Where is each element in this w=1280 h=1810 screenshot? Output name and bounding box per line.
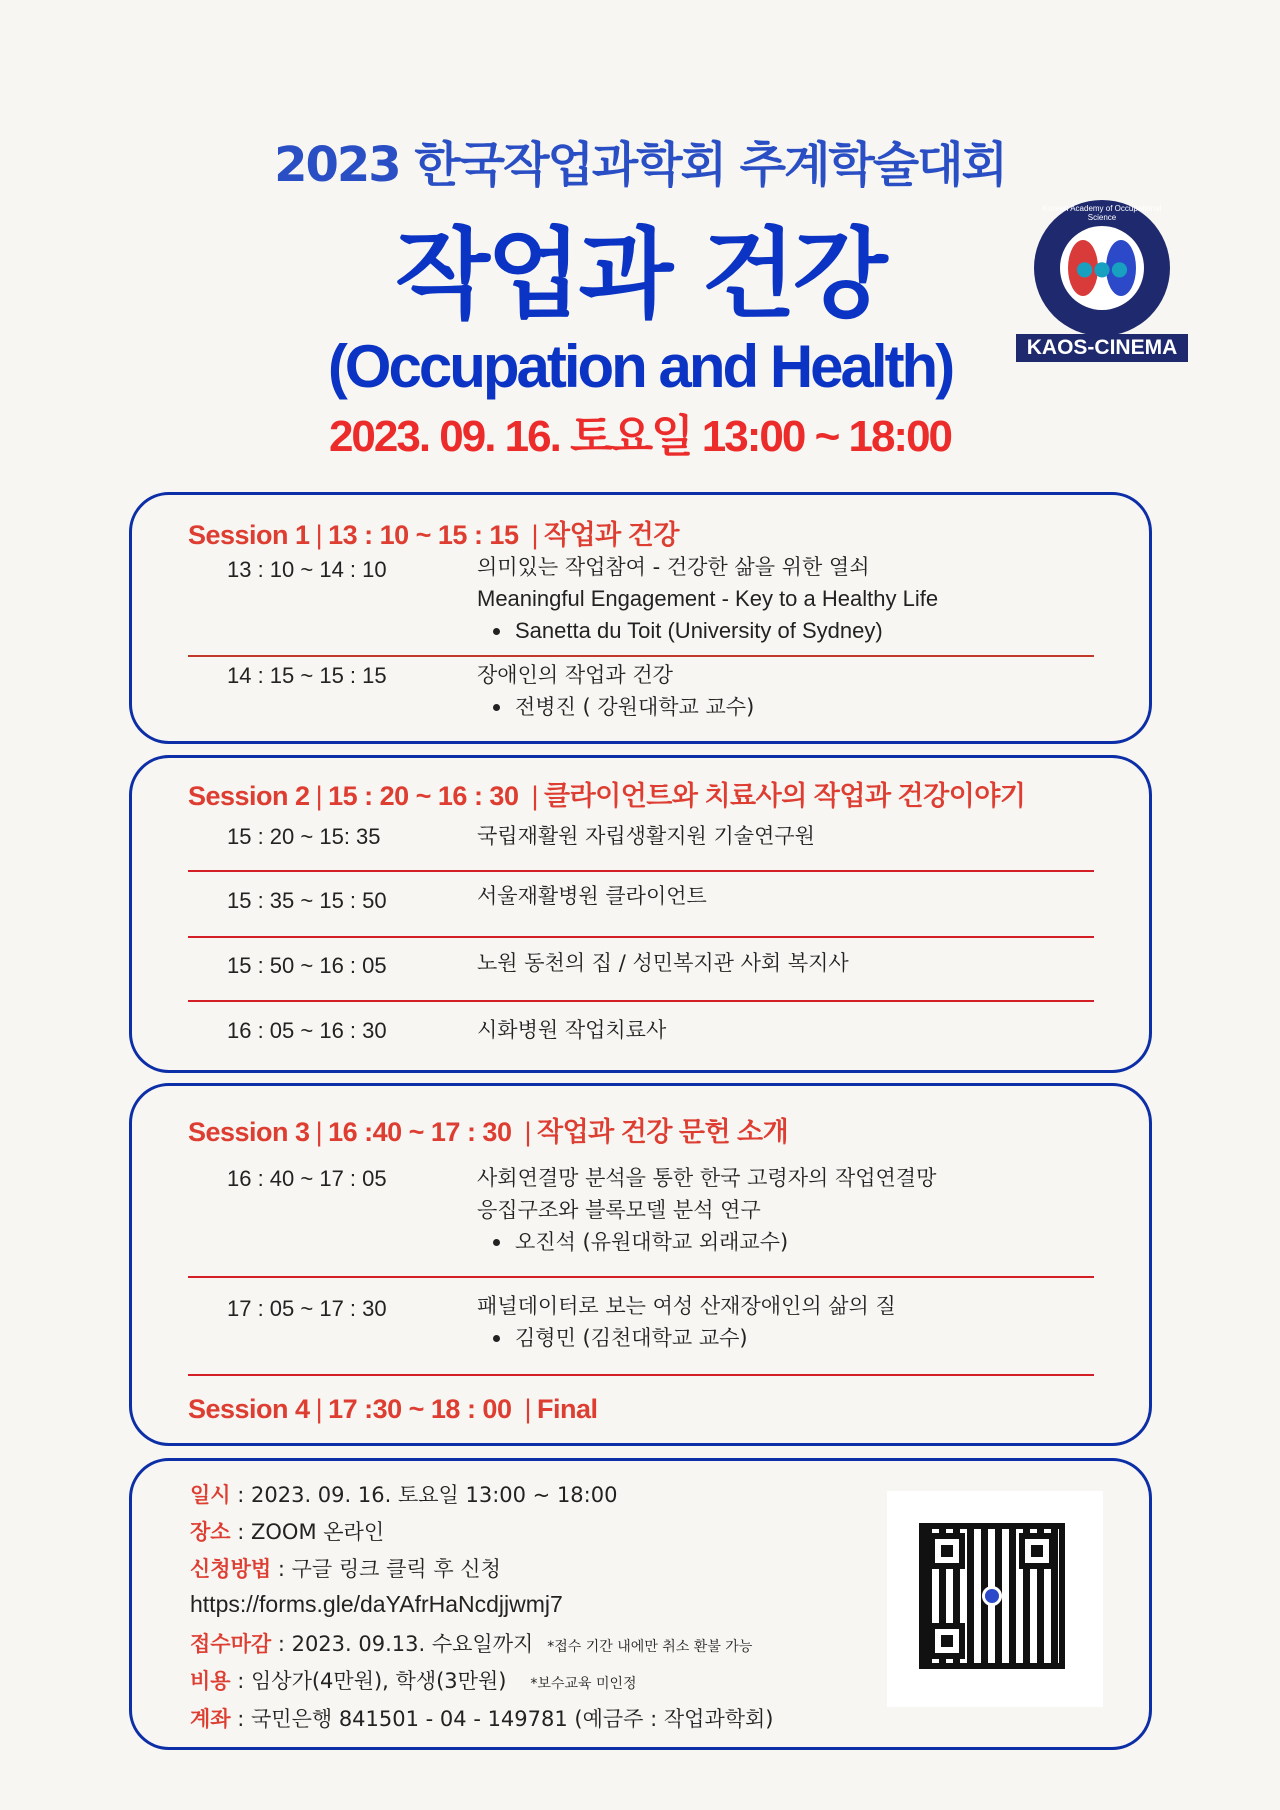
info-deadline — [190, 1628, 752, 1658]
info-deadline-label: 접수마감 — [190, 1632, 272, 1656]
info-date — [190, 1479, 617, 1509]
qr-card — [887, 1491, 1103, 1707]
info-fee-note: *보수교육 미인정 — [530, 1676, 637, 1692]
info-box — [129, 1458, 1152, 1750]
info-place-value: : ZOOM 온라인 — [230, 1520, 385, 1544]
info-date-label: 일시 — [190, 1483, 231, 1507]
session-2-box — [129, 755, 1152, 1073]
talk-title: 의미있는 작업참여 - 건강한 삶을 위한 열쇠 — [477, 555, 870, 579]
talk-title: 사회연결망 분석을 통한 한국 고령자의 작업연결망 — [477, 1166, 937, 1190]
row-divider — [188, 936, 1094, 938]
session-time: 16 :40 ~ 17 : 30 — [328, 1117, 512, 1147]
logo-ring-text: Korean Academy of Occupational Science — [1042, 204, 1162, 222]
talk-title: 패널데이터로 보는 여성 산재장애인의 삶의 질 — [477, 1294, 896, 1318]
session-name: Session 2 — [188, 781, 310, 811]
session-name: Session 1 — [188, 520, 310, 550]
row-divider — [188, 1374, 1094, 1376]
session-theme: 클라이언트와 치료사의 작업과 건강이야기 — [543, 781, 1026, 811]
qr-finder — [929, 1623, 965, 1659]
logo-banner: KAOS-CINEMA — [1016, 334, 1188, 362]
session-1-box — [129, 492, 1152, 744]
session-name: Session 3 — [188, 1117, 310, 1147]
qr-center-logo — [982, 1586, 1002, 1606]
info-apply-label: 신청방법 — [190, 1557, 272, 1581]
schedule-time: 13 : 10 ~ 14 : 10 — [227, 557, 387, 582]
talk-title-line2: 응집구조와 블록모델 분석 연구 — [477, 1198, 761, 1222]
schedule-time: 16 : 05 ~ 16 : 30 — [227, 1018, 387, 1043]
info-apply-value: : 구글 링크 클릭 후 신청 — [271, 1557, 501, 1581]
schedule-desc — [477, 659, 754, 723]
row-divider — [188, 655, 1094, 657]
info-place-label: 장소 — [190, 1520, 231, 1544]
info-apply — [190, 1553, 501, 1583]
session-time: 13 : 10 ~ 15 : 15 — [328, 520, 519, 550]
session-3-box — [129, 1083, 1152, 1446]
schedule-desc: 시화병원 작업치료사 — [477, 1018, 667, 1042]
schedule-time: 17 : 05 ~ 17 : 30 — [227, 1296, 387, 1321]
row-divider — [188, 1000, 1094, 1002]
session-theme: 작업과 건강 — [543, 520, 679, 550]
info-place — [190, 1516, 384, 1546]
speaker: 김형민 (김천대학교 교수) — [477, 1322, 896, 1354]
speaker: 오진석 (유원대학교 외래교수) — [477, 1226, 936, 1258]
schedule-desc: 국립재활원 자립생활지원 기술연구원 — [477, 824, 815, 848]
info-fee-label: 비용 — [190, 1669, 231, 1693]
info-deadline-value: : 2023. 09.13. 수요일까지 — [271, 1632, 534, 1656]
qr-finder — [929, 1533, 965, 1569]
session-theme: 작업과 건강 문헌 소개 — [536, 1117, 789, 1147]
schedule-time: 15 : 35 ~ 15 : 50 — [227, 888, 387, 913]
schedule-desc: 노원 동천의 집 / 성민복지관 사회 복지사 — [477, 951, 849, 975]
info-fee-value: : 임상가(4만원), 학생(3만원) — [230, 1669, 507, 1693]
info-date-value: : 2023. 09. 16. 토요일 13:00 ~ 18:00 — [230, 1483, 618, 1507]
session-1-header: Session 1 | 13 : 10 ~ 15 : 15 | 작업과 건강 — [188, 520, 679, 550]
event-title-english: (Occupation and Health) — [327, 333, 953, 400]
event-title: 작업과 건강 — [395, 218, 885, 332]
talk-title-english: Meaningful Engagement - Key to a Healthy Life — [477, 586, 939, 611]
qr-code-icon[interactable] — [919, 1523, 1065, 1669]
session-3-header: Session 3 | 16 :40 ~ 17 : 30 | 작업과 건강 문헌 소개 — [188, 1117, 789, 1147]
schedule-desc: 서울재활병원 클라이언트 — [477, 884, 707, 908]
row-divider — [188, 1276, 1094, 1278]
session-4-header: Session 4 | 17 :30 ~ 18 : 00 | Final — [188, 1394, 598, 1424]
info-account-label: 계좌 — [190, 1707, 231, 1731]
session-name: Session 4 — [188, 1394, 310, 1424]
session-theme: Final — [536, 1394, 598, 1424]
schedule-desc — [477, 1290, 896, 1354]
session-time: 17 :30 ~ 18 : 00 — [328, 1394, 512, 1424]
people-icon: ●●● — [1075, 256, 1129, 280]
schedule-time: 14 : 15 ~ 15 : 15 — [227, 663, 387, 688]
talk-title: 장애인의 작업과 건강 — [477, 663, 673, 687]
schedule-desc — [477, 1162, 936, 1258]
session-2-header: Session 2 | 15 : 20 ~ 16 : 30 | 클라이언트와 치료사의 작업과 건강이야기 — [188, 781, 1026, 811]
schedule-desc — [477, 551, 938, 647]
row-divider — [188, 870, 1094, 872]
info-fee — [190, 1665, 637, 1695]
speaker: Sanetta du Toit (University of Sydney) — [477, 615, 938, 647]
registration-link[interactable]: https://forms.gle/daYAfrHaNcdjjwmj7 — [190, 1591, 563, 1617]
logo-inner-circle — [1060, 226, 1144, 310]
qr-finder — [1019, 1533, 1055, 1569]
info-deadline-note: *접수 기간 내에만 취소 환불 가능 — [547, 1639, 753, 1655]
info-account — [190, 1703, 774, 1733]
kaos-logo — [1016, 200, 1188, 364]
session-time: 15 : 20 ~ 16 : 30 — [328, 781, 519, 811]
schedule-time: 16 : 40 ~ 17 : 05 — [227, 1166, 387, 1191]
event-subtitle: 2023 한국작업과학회 추계학술대회 — [274, 137, 1006, 193]
event-date: 2023. 09. 16. 토요일 13:00 ~ 18:00 — [328, 412, 952, 461]
info-account-value: : 국민은행 841501 - 04 - 149781 (예금주 : 작업과학회) — [230, 1707, 774, 1731]
speaker: 전병진 ( 강원대학교 교수) — [477, 691, 754, 723]
schedule-time: 15 : 50 ~ 16 : 05 — [227, 953, 387, 978]
schedule-time: 15 : 20 ~ 15: 35 — [227, 824, 381, 849]
